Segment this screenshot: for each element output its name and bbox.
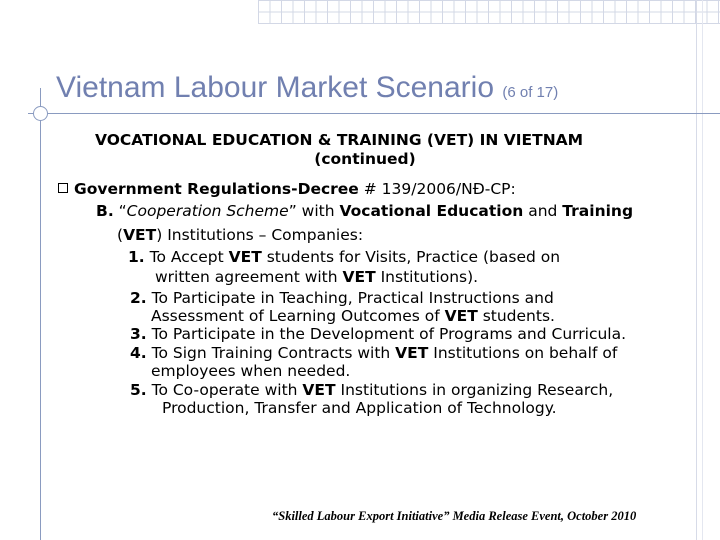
- list-item: [130, 325, 626, 343]
- vet-keyword: VET: [342, 268, 376, 286]
- right-guide-line: [696, 0, 697, 540]
- item-text: To Co-operate with: [146, 381, 303, 399]
- vet-abbr: VET: [123, 226, 157, 244]
- item-text: Institutions).: [375, 268, 479, 286]
- item-text: To Participate in Teaching, Practical Instructions and: [146, 289, 554, 307]
- item-text: Production, Transfer and Application of Technology.: [162, 399, 557, 417]
- section-heading: VOCATIONAL EDUCATION & TRAINING (VET) IN VIETNAM: [95, 131, 584, 149]
- item-text: students for Visits, Practice (based on: [261, 248, 561, 266]
- item-text: written agreement with: [155, 268, 343, 286]
- item-text: Institutions in organizing Research,: [335, 381, 614, 399]
- list-item-continued: [162, 399, 557, 417]
- circle-ornament: [33, 106, 48, 121]
- vocational-education: Vocational Education: [339, 202, 524, 220]
- sub-point-b: [96, 202, 633, 220]
- item-text: Assessment of Learning Outcomes of: [151, 307, 445, 325]
- bullet-line: [58, 180, 516, 198]
- item-number: 2.: [130, 289, 147, 307]
- list-item-continued: [151, 307, 555, 325]
- item-number: 3.: [130, 325, 147, 343]
- item-text: To Sign Training Contracts with: [146, 344, 396, 362]
- list-item-continued: [155, 268, 478, 286]
- vet-keyword: VET: [444, 307, 478, 325]
- list-item: [128, 248, 560, 266]
- list-item: [130, 289, 554, 307]
- item-number: 1.: [128, 248, 145, 266]
- bullet-decree: # 139/2006/NĐ-CP:: [358, 180, 516, 198]
- vertical-guide-line: [40, 88, 41, 540]
- title-text: Vietnam Labour Market Scenario: [56, 71, 495, 104]
- vet-keyword: VET: [302, 381, 336, 399]
- horizontal-guide-line: [28, 113, 720, 114]
- item-number: 5.: [130, 381, 147, 399]
- item-text: To Accept: [144, 248, 229, 266]
- quote-close: ” with: [288, 202, 340, 220]
- paren-open: (: [117, 226, 124, 244]
- vet-keyword: VET: [228, 248, 262, 266]
- item-text: employees when needed.: [151, 362, 351, 380]
- bullet-label: Government Regulations-Decree: [74, 180, 359, 198]
- section-heading-continued: [240, 150, 490, 168]
- sub-point-marker: B.: [96, 202, 114, 220]
- item-text: Institutions on behalf of: [428, 344, 618, 362]
- item-text: students.: [477, 307, 555, 325]
- list-item-continued: [151, 362, 350, 380]
- training-text: Training: [562, 202, 634, 220]
- item-number: 4.: [130, 344, 147, 362]
- scheme-name: Cooperation Scheme: [126, 202, 289, 220]
- continued-label: (continued): [314, 150, 416, 168]
- right-guide-line-2: [702, 0, 703, 540]
- and-text: and: [523, 202, 563, 220]
- sub-point-b-continued: [117, 226, 363, 244]
- list-item: [130, 344, 617, 362]
- slide-counter: (6 of 17): [502, 84, 559, 101]
- slide-footer: “Skilled Labour Export Initiative” Media Release Event, October 2010: [272, 509, 637, 523]
- institutions-companies: ) Institutions – Companies:: [156, 226, 364, 244]
- vet-keyword: VET: [395, 344, 429, 362]
- item-text: To Participate in the Development of Programs and Curricula.: [146, 325, 627, 343]
- list-item: [130, 381, 613, 399]
- quote-open: “: [113, 202, 127, 220]
- grid-decoration: [258, 0, 720, 24]
- checkbox-bullet-icon: [58, 183, 68, 193]
- slide-title: [56, 70, 558, 111]
